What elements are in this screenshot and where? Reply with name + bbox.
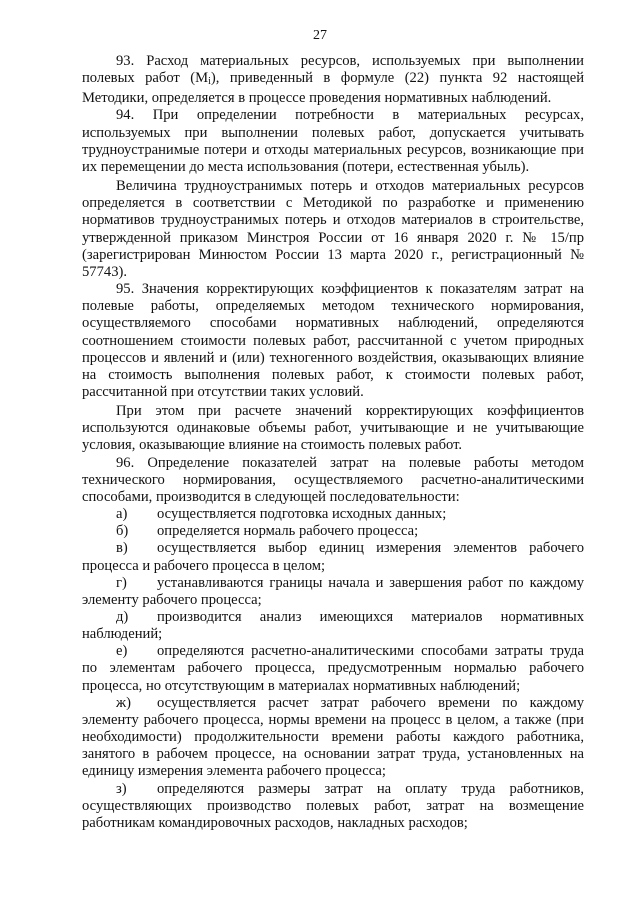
list-item-marker: д)	[116, 609, 129, 625]
list-item-text: осуществляется расчет затрат рабочего времени по каждому элементу рабочего процесса, нормы времени на процесс в целом, а также (при необходимости) продолжительности времени работы каждого работника, занятого в рабочем процессе, на основании затрат труда, установленных на единицу измерения элемента рабочего процесса;	[82, 694, 584, 780]
list-item-marker: в)	[116, 540, 128, 557]
list-item-text: устанавливаются границы начала и завершения работ по каждому элементу рабочего процесса;	[82, 574, 584, 608]
paragraph-93-text-start: 93. Расход материальных ресурсов, используемых при выполнении полевых работ (М	[82, 53, 584, 87]
paragraph-94-note: Величина трудноустранимых потерь и отходов материальных ресурсов определяется в соответствии с Методикой по разработке и применению нормативов трудноустранимых потерь и отходов материалов в строительстве, утвержденной приказом Минстроя России от 16 января 2020 г. № 15/пр (зарегистрирован Минюстом России 13 марта 2020 г., регистрационный № 57743).	[82, 178, 584, 280]
paragraph-93	[82, 53, 584, 107]
page-number: 27	[313, 28, 327, 43]
paragraph-93-text-end: ), приведенный в формуле (22) пункта 92 настоящей Методики, определяется в процессе проведения нормативных наблюдений.	[82, 70, 585, 107]
list-item	[82, 575, 584, 609]
list-item-text: производится анализ имеющихся материалов нормативных наблюдений;	[82, 609, 584, 643]
paragraph-95-note: При этом при расчете значений корректирующих коэффициентов используются одинаковые объемы работ, учитывающие и не учитывающие условия, оказывающие влияние на стоимость полевых работ.	[82, 403, 584, 454]
list-item	[82, 781, 584, 832]
list-item	[82, 643, 584, 694]
list-item-text: определяются размеры затрат на оплату труда работников, осуществляющих производство полевых работ, затрат на возмещение работникам командировочных расходов, накладных расходов;	[82, 780, 584, 831]
document-body	[82, 53, 584, 832]
list-item-text: определяется нормаль рабочего процесса;	[157, 523, 419, 540]
paragraph-96: 96. Определение показателей затрат на полевые работы методом технического нормирования, осуществляемого расчетно-аналитическими способами, производится в следующей последовательности:	[82, 454, 584, 505]
list-item-marker: г)	[116, 574, 127, 591]
paragraph-93-subscript: i	[208, 76, 211, 88]
list-item	[82, 695, 584, 781]
paragraph-95: 95. Значения корректирующих коэффициентов к показателям затрат на полевые работы, определяемых методом технического нормирования, осуществляемого способами нормативных наблюдений, определяются соотношением стоимости полевых работ, рассчитанной с учетом природных процессов и явлений и (или) техногенного воздействия, оказывающих влияние на стоимость выполнения полевых работ, к стоимости полевых работ, рассчитанной при отсутствии таких условий.	[82, 281, 584, 400]
procedure-list	[82, 506, 584, 832]
list-item-text: определяются расчетно-аналитическими способами затраты труда по элементам рабочего процесса, предусмотренным нормалью рабочего процесса, но отсутствующим в материалах нормативных наблюдений;	[82, 643, 584, 694]
list-item	[82, 523, 584, 540]
paragraph-94: 94. При определении потребности в материальных ресурсах, используемых при выполнении полевых работ, допускается учитывать трудноустранимые потери и отходы материальных ресурсов, возникающие при их перемещении до места использования (потери, естественная убыль).	[82, 107, 584, 175]
list-item	[82, 540, 584, 574]
list-item-marker: б)	[116, 523, 129, 540]
list-item	[82, 506, 584, 523]
list-item-text: осуществляется выбор единиц измерения элементов рабочего процесса и рабочего процесса в целом;	[82, 540, 584, 574]
list-item-marker: а)	[116, 506, 128, 523]
list-item-marker: е)	[116, 643, 128, 660]
list-item-marker: ж)	[116, 694, 131, 711]
list-item-text: осуществляется подготовка исходных данных;	[157, 506, 447, 523]
list-item-marker: з)	[116, 780, 127, 797]
list-item	[82, 609, 584, 643]
